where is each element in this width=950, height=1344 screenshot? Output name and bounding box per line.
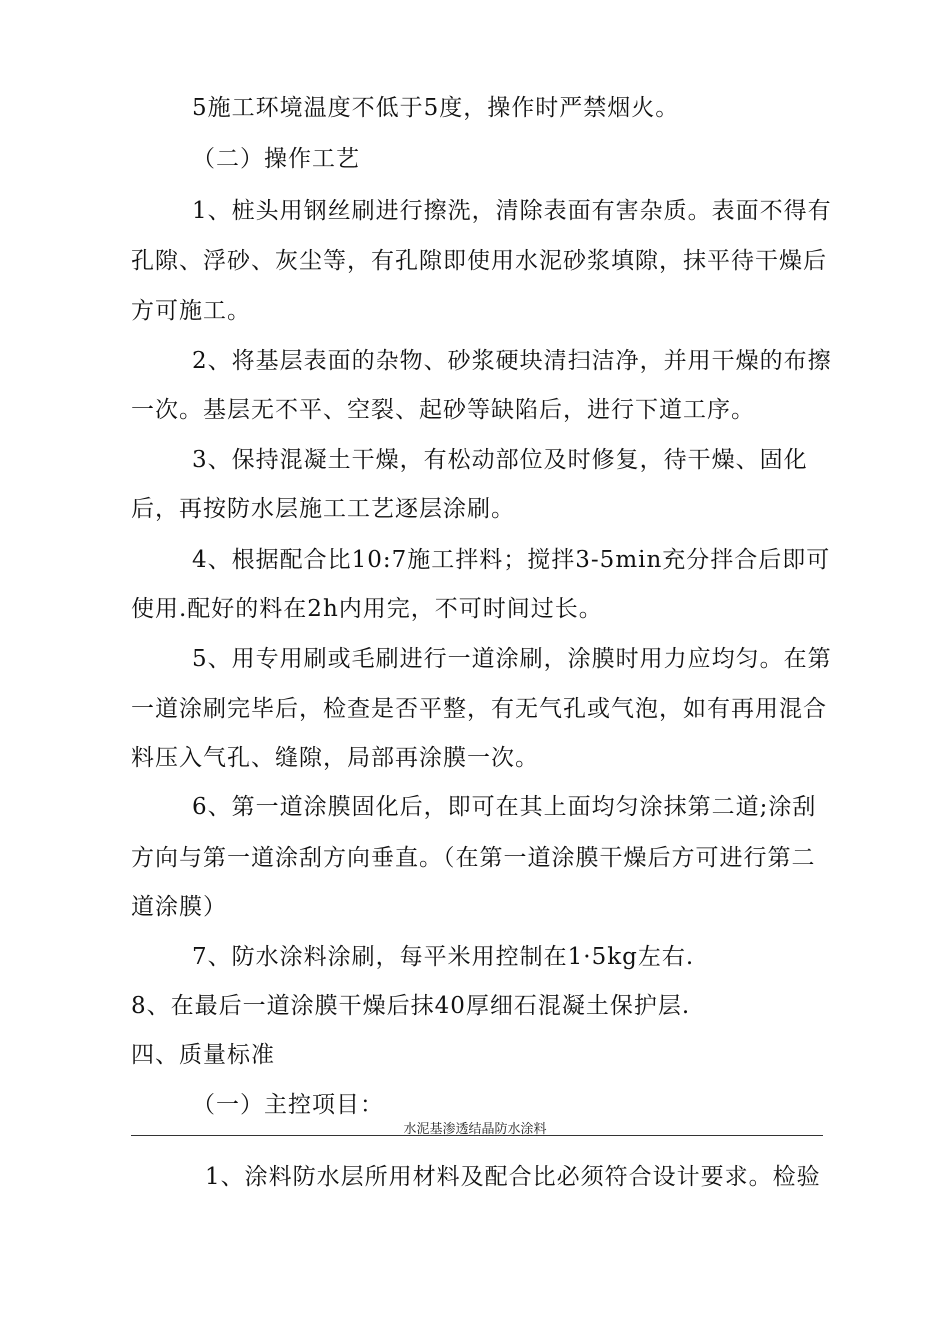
text-line: 1、桩头用钢丝刷进行擦洗，清除表面有害杂质。表面不得有 (192, 198, 832, 224)
text-line: 方可施工。 (131, 298, 251, 324)
text-line: 5施工环境温度不低于5度，操作时严禁烟火。 (192, 95, 680, 121)
text-line: 7、防水涂料涂刷，每平米用控制在1·5kg左右. (192, 944, 695, 970)
text-line: 方向与第一道涂刮方向垂直。（在第一道涂膜干燥后方可进行第二 (131, 845, 816, 871)
text-line: 5、用专用刷或毛刷进行一道涂刷，涂膜时用力应均匀。在第 (192, 646, 832, 672)
text-line: 道涂膜） (131, 894, 227, 920)
footer-divider (131, 1135, 823, 1136)
text-line: 孔隙、浮砂、灰尘等，有孔隙即使用水泥砂浆填隙，抹平待干燥后 (131, 248, 827, 274)
text-line: 一次。基层无不平、空裂、起砂等缺陷后，进行下道工序。 (131, 397, 755, 423)
section-heading: 四、质量标准 (131, 1042, 275, 1068)
text-line: 一道涂刷完毕后，检查是否平整，有无气孔或气泡，如有再用混合 (131, 696, 827, 722)
page-footer-title: 水泥基渗透结晶防水涂料 (403, 1122, 547, 1137)
text-line: 8、在最后一道涂膜干燥后抹40厚细石混凝土保护层. (131, 993, 691, 1019)
text-line: 使用.配好的料在2h内用完，不可时间过长。 (131, 596, 603, 622)
text-line: 料压入气孔、缝隙，局部再涂膜一次。 (131, 745, 539, 771)
text-line: 3、保持混凝土干燥，有松动部位及时修复，待干燥、固化 (192, 447, 808, 473)
text-line: 2、将基层表面的杂物、砂浆硬块清扫洁净，并用干燥的布擦 (192, 348, 832, 374)
text-line: 1、涂料防水层所用材料及配合比必须符合设计要求。检验 (205, 1164, 821, 1190)
section-heading: （一）主控项目： (192, 1092, 384, 1118)
text-line: 6、第一道涂膜固化后，即可在其上面均匀涂抹第二道;涂刮 (192, 794, 817, 820)
text-line: 4、根据配合比10:7施工拌料；搅拌3-5min充分拌合后即可 (192, 547, 831, 573)
section-heading: （二）操作工艺 (192, 146, 360, 172)
text-line: 后，再按防水层施工工艺逐层涂刷。 (131, 496, 515, 522)
